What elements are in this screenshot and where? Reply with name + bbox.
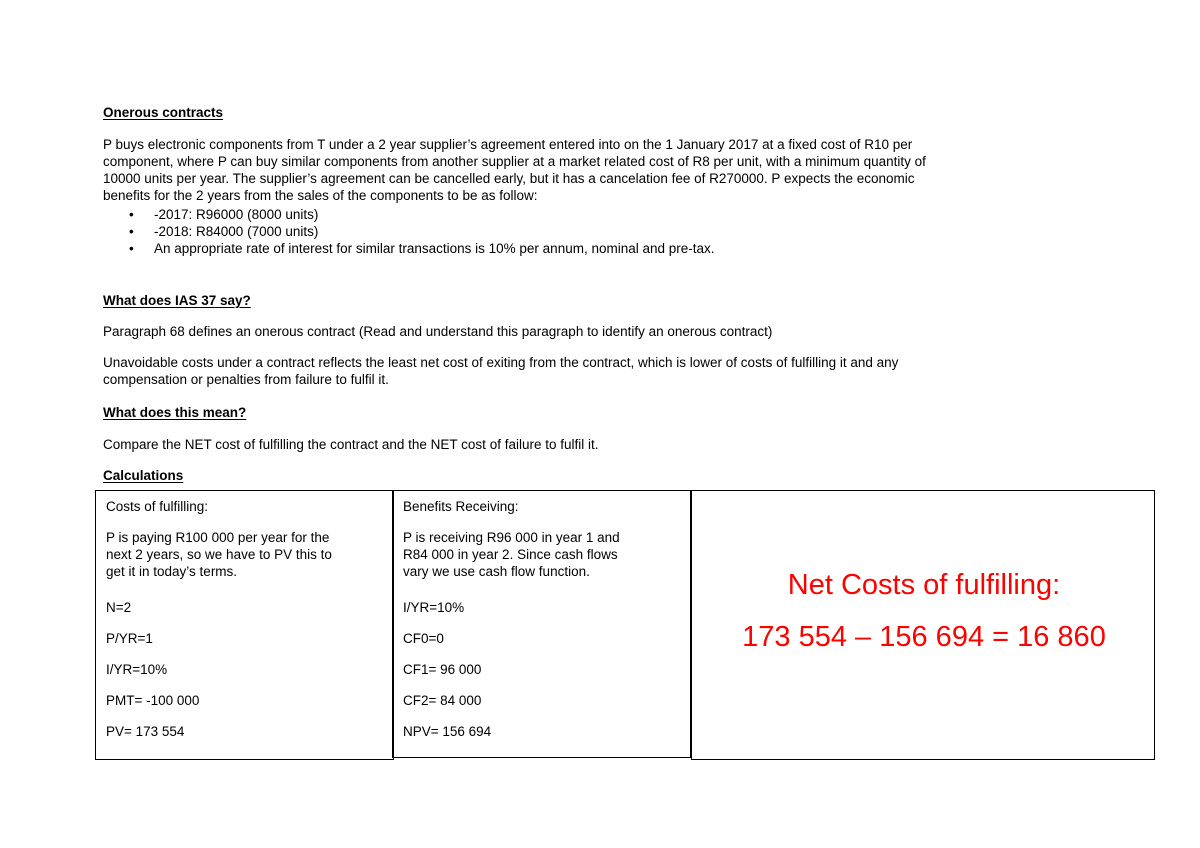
intro-paragraph bbox=[103, 136, 1063, 204]
net-costs-cell bbox=[691, 490, 1155, 760]
costs-desc-line: get it in today’s terms. bbox=[106, 564, 238, 579]
benefits-cf2-value: CF2= 84 000 bbox=[403, 693, 482, 708]
bullet-text: An appropriate rate of interest for similar transactions is 10% per annum, nominal and pre-tax. bbox=[154, 241, 715, 256]
calculations-table bbox=[95, 490, 1155, 760]
heading-what-does-this-mean: What does this mean? bbox=[103, 405, 247, 420]
bullet-item-2017 bbox=[103, 206, 1003, 223]
benefits-bullet-list bbox=[103, 206, 1003, 257]
costs-desc-line: next 2 years, so we have to PV this to bbox=[106, 547, 332, 562]
bullet-icon: • bbox=[129, 241, 134, 256]
intro-line: P buys electronic components from T under a 2 year supplier’s agreement entered into on the 1 January 2017 at a fixed cost of R10 per bbox=[103, 137, 913, 152]
costs-desc-line: P is paying R100 000 per year for the bbox=[106, 530, 330, 545]
costs-n-value: N=2 bbox=[106, 600, 132, 615]
bullet-icon: • bbox=[129, 224, 134, 239]
benefits-npv-value: NPV= 156 694 bbox=[403, 724, 492, 739]
costs-pmt-value: PMT= -100 000 bbox=[106, 693, 200, 708]
benefits-desc-line: vary we use cash flow function. bbox=[403, 564, 590, 579]
intro-line: 10000 units per year. The supplier’s agreement can be cancelled early, but it has a cancelation fee of R270000. P expects the economic bbox=[103, 171, 915, 186]
costs-iyr-value: I/YR=10% bbox=[106, 662, 168, 677]
bullet-text: -2018: R84000 (7000 units) bbox=[154, 224, 319, 239]
unavoidable-line: Unavoidable costs under a contract reflects the least net cost of exiting from the contract, which is lower of costs of fulfilling it and any bbox=[103, 355, 899, 370]
bullet-text: -2017: R96000 (8000 units) bbox=[154, 207, 319, 222]
costs-title: Costs of fulfilling: bbox=[106, 499, 209, 514]
compare-text: Compare the NET cost of fulfilling the contract and the NET cost of failure to fulfil it. bbox=[103, 437, 599, 452]
costs-pyr-value: P/YR=1 bbox=[106, 631, 153, 646]
paragraph-68-text: Paragraph 68 defines an onerous contract (Read and understand this paragraph to identify an onerous contract) bbox=[103, 324, 773, 339]
costs-of-fulfilling-cell bbox=[95, 490, 394, 760]
benefits-cf0-value: CF0=0 bbox=[403, 631, 444, 646]
benefits-desc-line: R84 000 in year 2. Since cash flows bbox=[403, 547, 618, 562]
unavoidable-costs-text bbox=[103, 354, 1063, 388]
benefits-title: Benefits Receiving: bbox=[403, 499, 519, 514]
bullet-item-2018 bbox=[103, 223, 1003, 240]
benefits-iyr-value: I/YR=10% bbox=[403, 600, 465, 615]
benefits-receiving-cell bbox=[392, 490, 691, 758]
heading-calculations: Calculations bbox=[103, 468, 184, 483]
bullet-icon: • bbox=[129, 207, 134, 222]
heading-onerous-contracts: Onerous contracts bbox=[103, 105, 224, 120]
bullet-item-interest-rate bbox=[103, 240, 1003, 257]
intro-line: component, where P can buy similar components from another supplier at a market related cost of R8 per unit, with a minimum quantity of bbox=[103, 154, 926, 169]
intro-line: benefits for the 2 years from the sales of the components to be as follow: bbox=[103, 188, 538, 203]
benefits-desc-line: P is receiving R96 000 in year 1 and bbox=[403, 530, 620, 545]
heading-ias37: What does IAS 37 say? bbox=[103, 293, 251, 308]
net-costs-title: Net Costs of fulfilling: bbox=[787, 569, 1061, 601]
costs-pv-value: PV= 173 554 bbox=[106, 724, 185, 739]
net-costs-equation: 173 554 – 156 694 = 16 860 bbox=[742, 621, 1106, 653]
benefits-description bbox=[403, 529, 678, 580]
benefits-cf1-value: CF1= 96 000 bbox=[403, 662, 482, 677]
costs-description bbox=[106, 529, 381, 580]
unavoidable-line: compensation or penalties from failure to fulfil it. bbox=[103, 372, 389, 387]
